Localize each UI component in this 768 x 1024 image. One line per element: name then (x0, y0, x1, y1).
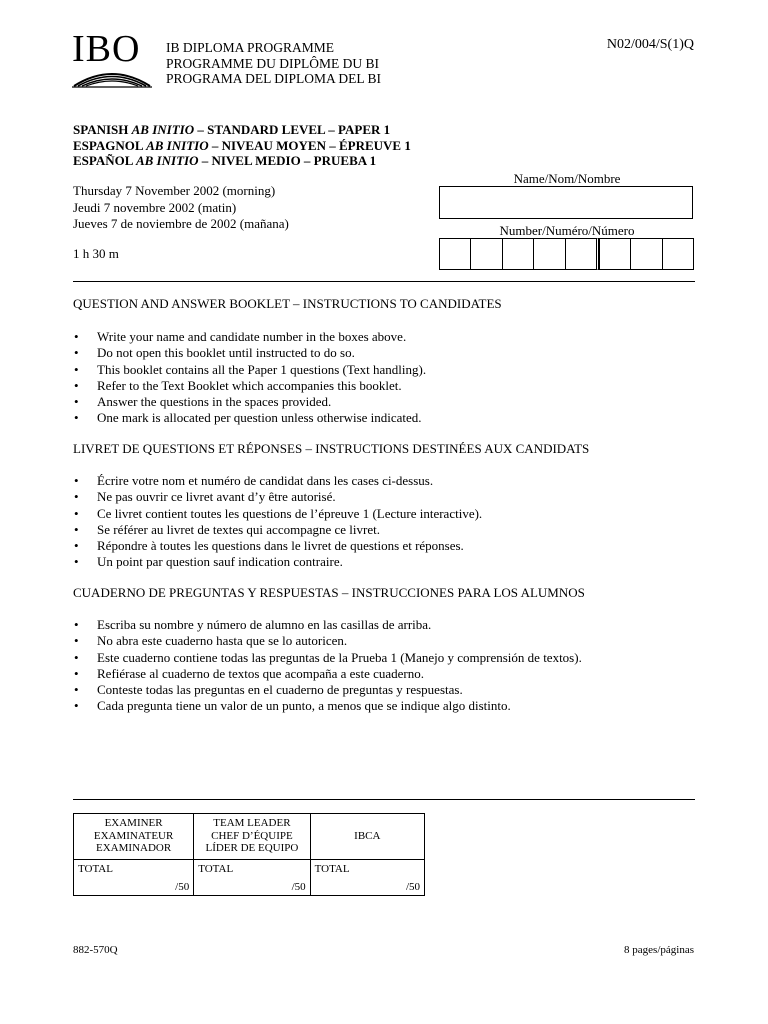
list-item: • Refer to the Text Booklet which accompanies this booklet. (73, 378, 713, 394)
divider (73, 281, 695, 282)
paper-code: N02/004/S(1)Q (606, 37, 694, 52)
list-item: • Répondre à toutes les questions dans le livret de questions et réponses. (73, 538, 713, 554)
instructions-es (73, 617, 733, 715)
list-item: • This booklet contains all the Paper 1 questions (Text handling). (73, 362, 713, 378)
number-digit-box[interactable] (470, 238, 501, 270)
out-of-label: /50 (405, 881, 420, 893)
number-digit-box[interactable] (630, 238, 661, 270)
list-item: • Conteste todas las preguntas en el cuaderno de preguntas y respuestas. (73, 682, 733, 698)
logo-text: IBO (72, 28, 141, 70)
list-item: • Se référer au livret de textes qui accompagne ce livret. (73, 522, 713, 538)
total-label: TOTAL (314, 863, 350, 875)
programme-header (166, 40, 381, 87)
list-item: • Cada pregunta tiene un valor de un punto, a menos que se indique algo distinto. (73, 698, 733, 714)
list-item: • Este cuaderno contiene todas las preguntas de la Prueba 1 (Manejo y comprensión de textos). (73, 650, 733, 666)
examiner-header: EXAMINER EXAMINATEUR EXAMINADOR (74, 814, 194, 860)
examiner-total-cell[interactable] (74, 860, 194, 896)
list-item: • No abra este cuaderno hasta que se lo autoricen. (73, 633, 733, 649)
section-heading-en: QUESTION AND ANSWER BOOKLET – INSTRUCTIONS TO CANDIDATES (73, 296, 502, 311)
list-item: • Refiérase al cuaderno de textos que acompaña a este cuaderno. (73, 666, 733, 682)
logo-arc-icon (72, 64, 152, 88)
footer-code: 882-570Q (73, 944, 118, 956)
title-fr: ESPAGNOL AB INITIO – NIVEAU MOYEN – ÉPREUVE 1 (73, 137, 411, 153)
name-label: Name/Nom/Nombre (513, 171, 621, 186)
number-label: Number/Numéro/Número (499, 223, 635, 238)
team-leader-total-cell[interactable] (194, 860, 310, 896)
list-item: • Un point par question sauf indication contraire. (73, 554, 713, 570)
title-en: SPANISH AB INITIO – STANDARD LEVEL – PAPER 1 (73, 122, 391, 137)
number-digit-box[interactable] (502, 238, 533, 270)
candidate-number-field[interactable] (439, 238, 694, 270)
instructions-fr (73, 473, 713, 571)
ibo-logo (72, 30, 152, 86)
list-item: • Ce livret contient toutes les questions de l’épreuve 1 (Lecture interactive). (73, 506, 713, 522)
instructions-en (73, 329, 713, 427)
number-digit-box[interactable] (439, 238, 470, 270)
list-item: • Écrire votre nom et numéro de candidat dans les cases ci-dessus. (73, 473, 713, 489)
date-en: Thursday 7 November 2002 (morning) (73, 183, 276, 198)
date-es: Jueves 7 de noviembre de 2002 (mañana) (73, 216, 289, 231)
section-heading-es: CUADERNO DE PREGUNTAS Y RESPUESTAS – INSTRUCCIONES PARA LOS ALUMNOS (73, 585, 585, 600)
number-digit-box[interactable] (565, 238, 599, 270)
out-of-label: /50 (175, 881, 190, 893)
list-item: • Do not open this booklet until instructed to do so. (73, 345, 713, 361)
programme-line-fr: PROGRAMME DU DIPLÔME DU BI (166, 55, 380, 71)
exam-dates (73, 183, 289, 233)
number-digit-box[interactable] (662, 238, 694, 270)
page-count: 8 pages/páginas (624, 944, 694, 956)
date-fr: Jeudi 7 novembre 2002 (matin) (73, 199, 237, 215)
ibca-total-cell[interactable] (310, 860, 424, 896)
list-item: • Answer the questions in the spaces provided. (73, 394, 713, 410)
number-digit-box[interactable] (533, 238, 564, 270)
programme-line-en: IB DIPLOMA PROGRAMME (166, 40, 335, 55)
list-item: • Escriba su nombre y número de alumno en las casillas de arriba. (73, 617, 733, 633)
ibca-header: IBCA (310, 814, 424, 860)
section-heading-fr: LIVRET DE QUESTIONS ET RÉPONSES – INSTRUCTIONS DESTINÉES AUX CANDIDATS (73, 441, 590, 456)
number-digit-box[interactable] (599, 238, 630, 270)
list-item: • Ne pas ouvrir ce livret avant d’y être autorisé. (73, 489, 713, 505)
title-es: ESPAÑOL AB INITIO – NIVEL MEDIO – PRUEBA 1 (73, 153, 377, 168)
marks-table (73, 813, 425, 896)
list-item: • One mark is allocated per question unless otherwise indicated. (73, 410, 713, 426)
total-label: TOTAL (198, 863, 234, 875)
divider (73, 799, 695, 800)
total-label: TOTAL (78, 863, 113, 875)
programme-line-es: PROGRAMA DEL DIPLOMA DEL BI (166, 71, 382, 86)
list-item: • Write your name and candidate number in the boxes above. (73, 329, 713, 345)
paper-titles (73, 122, 411, 169)
exam-duration: 1 h 30 m (73, 246, 119, 261)
out-of-label: /50 (291, 881, 306, 893)
team-leader-header: TEAM LEADER CHEF D’ÉQUIPE LÍDER DE EQUIPO (194, 814, 310, 860)
name-field[interactable] (439, 186, 693, 219)
